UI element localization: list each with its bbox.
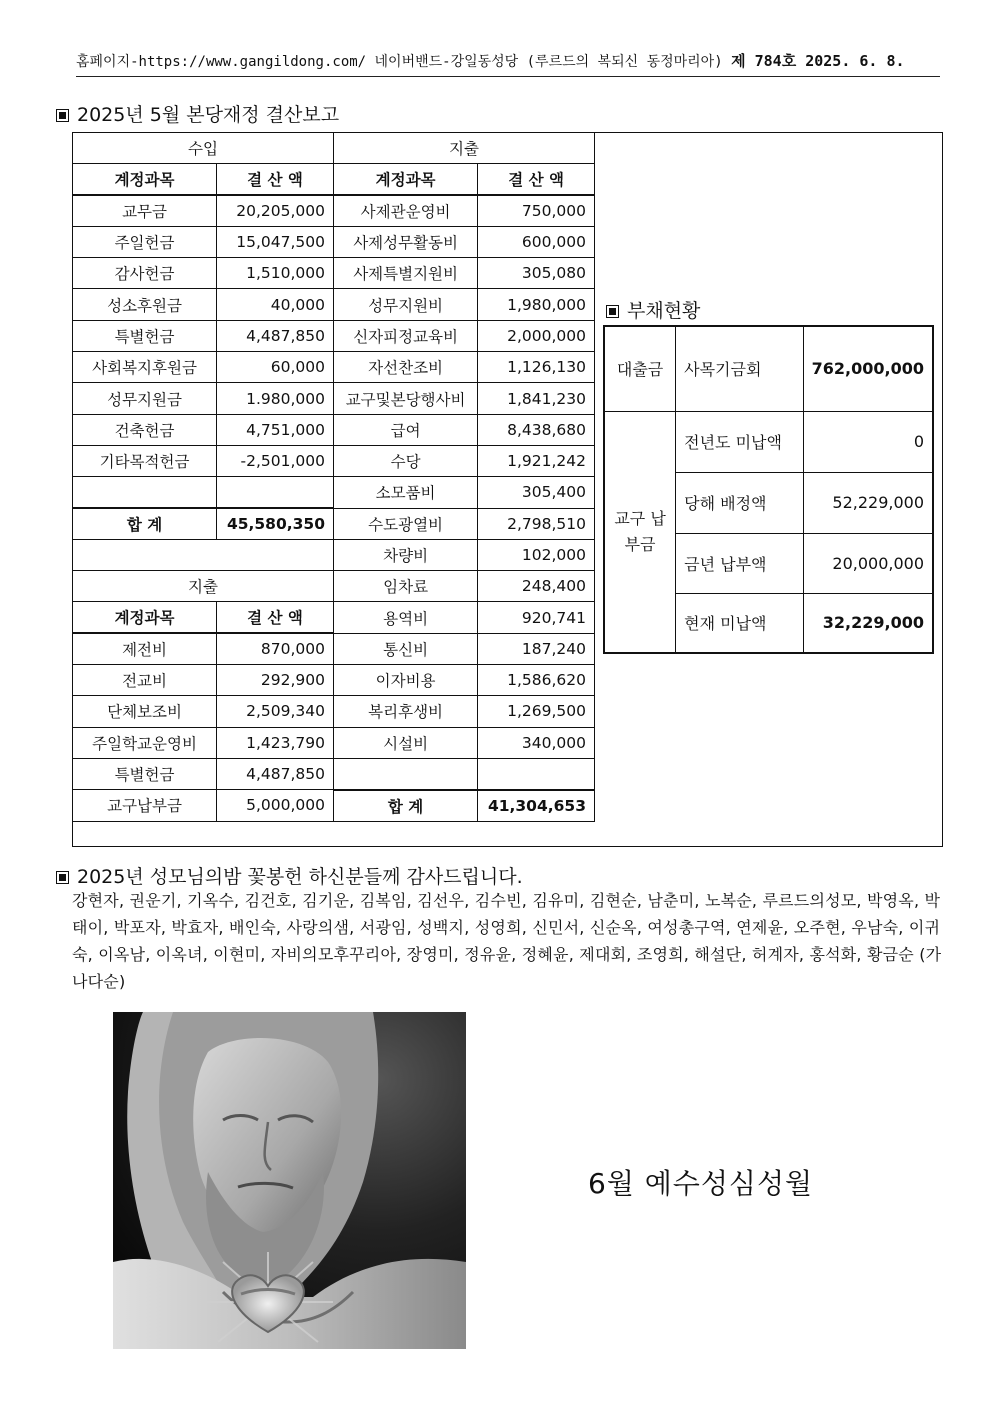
- thanks-title: [56, 862, 523, 889]
- account-amount: 20,205,000: [217, 195, 334, 226]
- square-bullet-icon: [56, 871, 69, 884]
- table-row: [73, 226, 334, 257]
- account-name: 사회복지후원금: [73, 352, 217, 383]
- debt-row-label: 전년도 미납액: [676, 411, 804, 472]
- account-name: 단체보조비: [73, 696, 217, 727]
- account-amount: 1,423,790: [217, 727, 334, 758]
- debt-row-label: 금년 납부액: [676, 533, 804, 593]
- account-amount: 248,400: [478, 571, 595, 602]
- finance-title: [56, 100, 339, 127]
- table-row: [334, 414, 595, 445]
- table-row: [334, 258, 595, 289]
- table-row: [334, 665, 595, 696]
- account-name: 임차료: [334, 571, 478, 602]
- loan-source: 사목기금회: [676, 326, 804, 411]
- account-name: 신자피정교육비: [334, 320, 478, 351]
- expense-header: 지출: [73, 571, 334, 602]
- account-amount: 1,980,000: [478, 289, 595, 320]
- debt-row-amount: 20,000,000: [803, 533, 933, 593]
- column-header-amount: 결 산 액: [217, 602, 334, 633]
- income-total-label: 합 계: [73, 508, 217, 539]
- account-amount: 8,438,680: [478, 414, 595, 445]
- account-amount: 870,000: [217, 633, 334, 664]
- column-header-account: 계정과목: [334, 164, 478, 195]
- page-header: [76, 50, 940, 77]
- expense-header-row: [334, 133, 595, 164]
- header-links: 홈페이지-https://www.gangildong.com/ 네이버밴드-강일동성당 (루르드의 복되신 동정마리아): [76, 54, 723, 70]
- debt-row-loan: [604, 326, 933, 411]
- debt-table: [603, 325, 934, 654]
- table-row: [334, 633, 595, 664]
- account-name: 교무금: [73, 195, 217, 226]
- square-bullet-icon: [606, 305, 619, 318]
- account-name: 차량비: [334, 539, 478, 570]
- account-name: 사제성무활동비: [334, 226, 478, 257]
- account-name: 자선찬조비: [334, 352, 478, 383]
- account-name: 수도광열비: [334, 508, 478, 539]
- income-total-amount: 45,580,350: [217, 508, 334, 539]
- account-amount: 600,000: [478, 226, 595, 257]
- account-name: 기타목적헌금: [73, 445, 217, 476]
- account-amount: 40,000: [217, 289, 334, 320]
- table-row: [73, 758, 334, 789]
- issue-number: 제 784호 2025. 6. 8.: [731, 52, 905, 70]
- table-row: [334, 289, 595, 320]
- empty-cell: [217, 477, 334, 508]
- account-name: 사제특별지원비: [334, 258, 478, 289]
- table-row: [334, 352, 595, 383]
- income-header: 수입: [73, 133, 334, 164]
- income-column-header-row: [73, 164, 334, 195]
- account-amount: 2,000,000: [478, 320, 595, 351]
- table-row: [334, 445, 595, 476]
- income-total-row: [73, 508, 334, 539]
- account-name: 특별헌금: [73, 758, 217, 789]
- account-name: 성무지원금: [73, 383, 217, 414]
- debt-row-amount: 52,229,000: [803, 472, 933, 533]
- table-row: [73, 477, 334, 508]
- account-amount: 305,400: [478, 477, 595, 508]
- debt-row-label: 당해 배정액: [676, 472, 804, 533]
- account-name: 통신비: [334, 633, 478, 664]
- table-row: [73, 289, 334, 320]
- empty-cell: [334, 758, 478, 789]
- account-name: 시설비: [334, 727, 478, 758]
- expense-column-header-row: [73, 602, 334, 633]
- expense-total-amount: 41,304,653: [478, 790, 595, 821]
- debt-row-amount: 0: [803, 411, 933, 472]
- account-amount: 1,921,242: [478, 445, 595, 476]
- table-row: [73, 383, 334, 414]
- column-header-account: 계정과목: [73, 602, 217, 633]
- expense-table: [333, 132, 595, 822]
- account-name: 교구납부금: [73, 790, 217, 821]
- table-row: [334, 571, 595, 602]
- table-row: [334, 226, 595, 257]
- table-row: [334, 195, 595, 226]
- table-row: [73, 727, 334, 758]
- account-name: 주일헌금: [73, 226, 217, 257]
- empty-cell: [73, 477, 217, 508]
- table-row: [334, 727, 595, 758]
- account-name: 사제관운영비: [334, 195, 478, 226]
- account-name: 교구및본당행사비: [334, 383, 478, 414]
- table-row: [73, 258, 334, 289]
- account-amount: 15,047,500: [217, 226, 334, 257]
- table-row: [73, 320, 334, 351]
- account-amount: -2,501,000: [217, 445, 334, 476]
- account-name: 성소후원금: [73, 289, 217, 320]
- account-amount: 920,741: [478, 602, 595, 633]
- expense-header-row: [73, 571, 334, 602]
- table-row: [334, 696, 595, 727]
- account-name: 소모품비: [334, 477, 478, 508]
- table-row: [73, 790, 334, 821]
- diocese-label: 교구 납부금: [604, 411, 676, 653]
- income-header-row: [73, 133, 334, 164]
- loan-amount: 762,000,000: [803, 326, 933, 411]
- account-amount: 2,509,340: [217, 696, 334, 727]
- account-amount: 340,000: [478, 727, 595, 758]
- sacred-heart-statue-image: [113, 1012, 466, 1349]
- empty-cell: [478, 758, 595, 789]
- finance-title-text: 2025년 5월 본당재정 결산보고: [77, 104, 340, 126]
- account-name: 복리후생비: [334, 696, 478, 727]
- table-row: [73, 633, 334, 664]
- account-amount: 4,751,000: [217, 414, 334, 445]
- account-name: 특별헌금: [73, 320, 217, 351]
- expense-column-header-row: [334, 164, 595, 195]
- account-amount: 187,240: [478, 633, 595, 664]
- table-row: [73, 665, 334, 696]
- table-row: [334, 320, 595, 351]
- table-row: [73, 445, 334, 476]
- account-name: 수당: [334, 445, 478, 476]
- expense-total-label: 합 계: [334, 790, 478, 821]
- debt-row: [604, 411, 933, 472]
- account-name: 건축헌금: [73, 414, 217, 445]
- debt-title: [606, 296, 700, 323]
- account-name: 감사헌금: [73, 258, 217, 289]
- expense-header: 지출: [334, 133, 595, 164]
- account-name: 성무지원비: [334, 289, 478, 320]
- table-row: [73, 696, 334, 727]
- table-row: [73, 414, 334, 445]
- account-name: 급여: [334, 414, 478, 445]
- account-amount: 4,487,850: [217, 758, 334, 789]
- account-amount: 750,000: [478, 195, 595, 226]
- expense-total-row: [334, 790, 595, 821]
- feature-caption: 6월 예수성심성월: [588, 1167, 814, 1200]
- donor-names: 강현자, 권운기, 기옥수, 김건호, 김기운, 김복임, 김선우, 김수빈, 김유미, 김현순, 남춘미, 노복순, 루르드의성모, 박영옥, 박태이, 박포자, 박효자, 배인숙, 사랑의샘, 서광임, 성백지, 성영희, 신민서, 신순옥, 여성총구역, 연제윤, 오주현, 우남숙, 이귀숙, 이옥남, 이옥녀, 이현미, 자비의모후꾸리아, 장영미, 정유윤, 정혜윤, 제대회, 조영희, 해설단, 허계자, 홍석화, 황금순 (가나다순): [72, 891, 942, 991]
- account-amount: 60,000: [217, 352, 334, 383]
- income-table: [72, 132, 334, 822]
- account-amount: 1,269,500: [478, 696, 595, 727]
- square-bullet-icon: [56, 109, 69, 122]
- account-amount: 2,798,510: [478, 508, 595, 539]
- account-name: 이자비용: [334, 665, 478, 696]
- loan-label: 대출금: [604, 326, 676, 411]
- table-row: [73, 195, 334, 226]
- account-amount: 1,510,000: [217, 258, 334, 289]
- thanks-title-text: 2025년 성모님의밤 꽃봉헌 하신분들께 감사드립니다.: [77, 866, 523, 888]
- account-name: 전교비: [73, 665, 217, 696]
- table-row: [73, 352, 334, 383]
- table-row: [334, 602, 595, 633]
- account-amount: 4,487,850: [217, 320, 334, 351]
- account-amount: 292,900: [217, 665, 334, 696]
- table-row: [334, 539, 595, 570]
- account-amount: 1,586,620: [478, 665, 595, 696]
- account-amount: 305,080: [478, 258, 595, 289]
- account-name: 용역비: [334, 602, 478, 633]
- account-name: 주일학교운영비: [73, 727, 217, 758]
- table-row: [334, 758, 595, 789]
- debt-row-label: 현재 미납액: [676, 593, 804, 653]
- table-row: [334, 508, 595, 539]
- account-amount: 1.980,000: [217, 383, 334, 414]
- account-amount: 1,841,230: [478, 383, 595, 414]
- column-header-amount: 결 산 액: [478, 164, 595, 195]
- table-row: [334, 477, 595, 508]
- account-amount: 1,126,130: [478, 352, 595, 383]
- spacer-row: [73, 539, 334, 570]
- account-amount: 5,000,000: [217, 790, 334, 821]
- table-row: [334, 383, 595, 414]
- account-amount: 102,000: [478, 539, 595, 570]
- debt-title-text: 부채현황: [627, 300, 701, 322]
- debt-row-amount: 32,229,000: [803, 593, 933, 653]
- account-name: 제전비: [73, 633, 217, 664]
- column-header-amount: 결 산 액: [217, 164, 334, 195]
- column-header-account: 계정과목: [73, 164, 217, 195]
- empty-cell: [73, 539, 334, 570]
